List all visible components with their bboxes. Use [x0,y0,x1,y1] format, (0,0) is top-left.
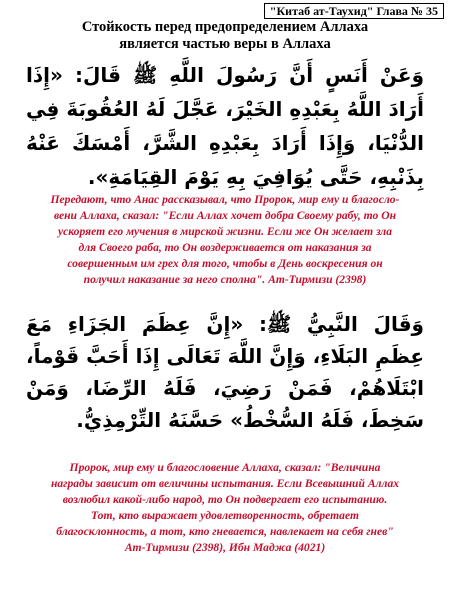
hadith-1-translation-line: вени Аллаха, сказал: "Если Аллах хочет добра Своему рабу, то Он [53,209,397,222]
hadith-2-translation-line: Ат-Тирмизи (2398), Ибн Маджа (4021) [124,541,326,554]
hadith-1-translation-line: получил наказание за него сполна". Ат-Тирмизи (2398) [83,273,367,286]
hadith-2-arabic-text: وَقَالَ النَّبِيُّ ﷺ: «إِنَّ عِظَمَ الجَزَاءِ مَعَ عِظَمِ البَلَاءِ، وَإِنَّ اللَّهَ تَعَالَى إِذَا أَحَبَّ قَوْماً، ابْتَلَاهُمْ، فَمَنْ رَضِيَ، فَلَهُ الرِّضَا، وَمَنْ سَخِطَ، فَلَهُ السُّخْطُ» حَسَّنَهُ التِّرْمِذِيُّ. [26,312,424,432]
hadith-2-translation-line: возлюбил какой-либо народ, то Он подвергает его испытанию. [62,493,388,506]
hadith-1-translation-line: совершенным им грех для того, чтобы в День воскресения он [67,257,383,270]
hadith-1-translation-line: для Своего раба, то Он воздерживается от наказания за [78,241,372,254]
chapter-header-label: "Китаб ат-Таухид" Глава № 35 [264,3,444,19]
hadith-1-translation-line: Передают, что Анас рассказывал, что Пророк, мир ему и благосло- [50,193,400,206]
chapter-title [0,19,450,53]
hadith-1-arabic-text: وَعَنْ أَنَسٍ أَنَّ رَسُولَ اللَّهِ ﷺ قَالَ: «إِذَا أَرَادَ اللَّهُ بِعَبْدِهِ الخَيْرَ، عَجَّلَ لَهُ العُقُوبَةَ فِي الدُّنْيَا، وَإِذَا أَرَادَ بِعَبْدِهِ الشَّرَّ، أَمْسَكَ عَنْهُ بِذَنْبِهِ، حَتَّى يُوَافِيَ بِهِ يَوْمَ القِيَامَةِ». [26,63,424,189]
hadith-1-translation [6,192,444,288]
hadith-2-translation-line: награды зависит от величины испытания. Если Всевышний Аллах [50,477,400,490]
chapter-title-line-2: является частью веры в Аллаха [119,36,331,52]
hadith-2-translation-line: Тот, кто выражает удовлетворенность, обретает [91,509,359,522]
hadith-2-translation-line: благосклонность, а тот, кто гневается, навлекает на себя гнев" [56,525,394,538]
hadith-1-translation-line: ускоряет его мучения в мирской жизни. Если же Он желает зла [57,225,393,238]
hadith-2-translation [6,460,444,556]
chapter-title-line-1: Стойкость перед предопределением Аллаха [81,19,369,35]
hadith-2-translation-line: Пророк, мир ему и благословение Аллаха, сказал: "Величина [69,461,381,474]
